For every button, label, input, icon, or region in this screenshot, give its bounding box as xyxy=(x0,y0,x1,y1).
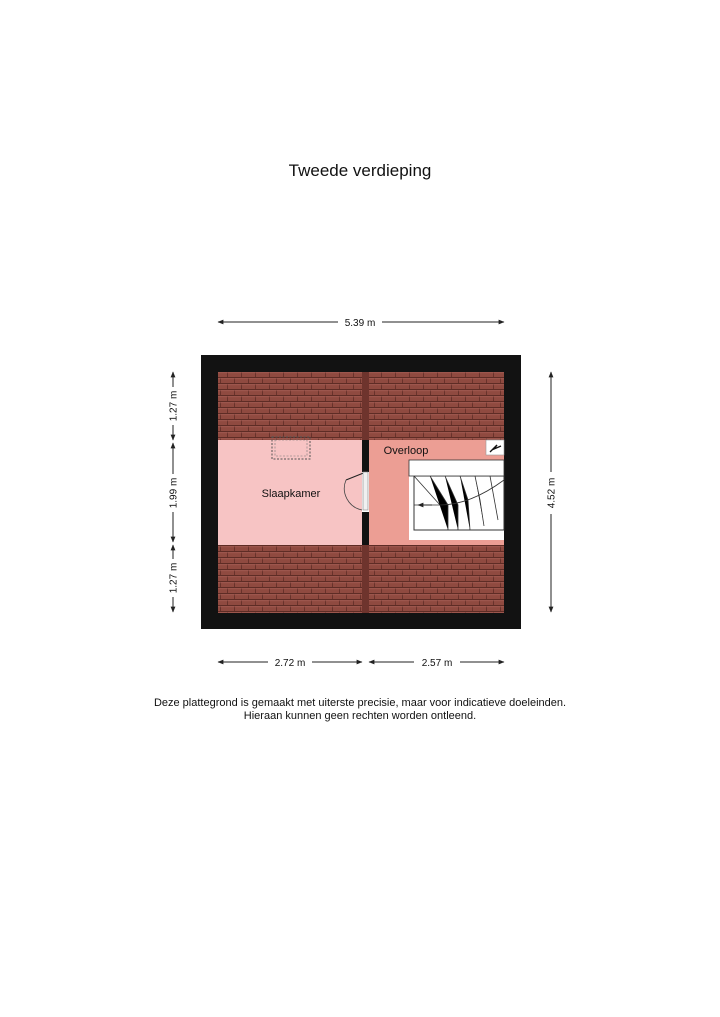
room-label-slaapkamer: Slaapkamer xyxy=(261,488,321,500)
dimension-label-right-width: 2.57 m xyxy=(421,658,453,669)
disclaimer-line-1: Deze plattegrond is gemaakt met uiterste precisie, maar voor indicatieve doeleinden. xyxy=(153,697,567,709)
dimension-label-left-width: 2.72 m xyxy=(274,658,306,669)
dimension-label-top-depth: 1.27 m xyxy=(168,390,180,422)
dimension-total-width xyxy=(218,318,504,329)
dimension-label-middle-depth: 1.99 m xyxy=(168,477,180,509)
room-label-overloop: Overloop xyxy=(383,445,429,457)
roof-bottom-left xyxy=(218,545,362,613)
dimension-label-bottom-depth: 1.27 m xyxy=(168,562,180,594)
stair-landing xyxy=(409,460,504,476)
disclaimer xyxy=(0,697,720,723)
dimension-label-total-width: 5.39 m xyxy=(344,318,376,329)
partition-wall-top xyxy=(362,372,369,440)
dimension-left-width xyxy=(218,658,362,669)
dimension-total-depth xyxy=(547,372,558,612)
disclaimer-line-2: Hieraan kunnen geen rechten worden ontleend. xyxy=(243,710,477,722)
dimension-middle-depth xyxy=(169,443,180,542)
dimension-right-width xyxy=(369,658,504,669)
roof-top-right xyxy=(369,372,504,440)
roof-bottom-right xyxy=(369,545,504,613)
partition-wall-bottom xyxy=(362,545,369,613)
dimension-top-depth xyxy=(169,372,180,440)
dimension-bottom-depth xyxy=(169,545,180,612)
smoke-detector-icon xyxy=(486,440,504,455)
floor-title: Tweede verdieping xyxy=(288,161,432,180)
dimension-label-total-depth: 4.52 m xyxy=(546,477,558,509)
roof-top-left xyxy=(218,372,362,440)
